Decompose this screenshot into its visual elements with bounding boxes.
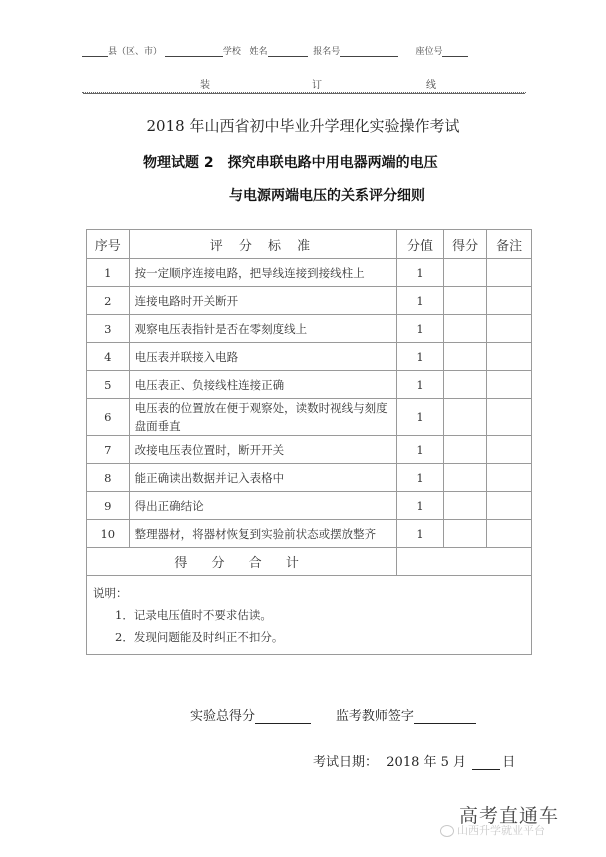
- row-note-cell[interactable]: [487, 259, 532, 287]
- row-value: 1: [397, 399, 444, 436]
- table-row: [87, 287, 532, 315]
- name-label: 姓名: [249, 47, 268, 57]
- watermark-sub: [440, 822, 545, 838]
- row-no: 6: [87, 399, 130, 436]
- notes-title: 说明：: [93, 586, 128, 600]
- binding-char: 装: [200, 80, 210, 91]
- exam-date-year-month: 2018 年 5 月: [386, 755, 467, 770]
- note-item: 2．发现问题能及时纠正不扣分。: [115, 630, 284, 644]
- row-no: 8: [87, 464, 130, 492]
- row-criteria: 得出正确结论: [129, 492, 397, 520]
- row-no: 10: [87, 520, 130, 548]
- wechat-icon: [440, 825, 454, 837]
- row-value: 1: [397, 343, 444, 371]
- row-criteria: 连接电路时开关断开: [129, 287, 397, 315]
- row-criteria: 电压表的位置放在便于观察处，读数时视线与刻度盘面垂直: [129, 399, 397, 436]
- total-score-blank[interactable]: [255, 711, 311, 724]
- row-score-cell[interactable]: [443, 399, 487, 436]
- row-criteria: 电压表并联接入电路: [129, 343, 397, 371]
- exam-date-label: 考试日期：: [313, 755, 379, 770]
- row-note-cell[interactable]: [487, 315, 532, 343]
- row-criteria: 观察电压表指针是否在零刻度线上: [129, 315, 397, 343]
- row-note-cell[interactable]: [487, 492, 532, 520]
- row-note-cell[interactable]: [487, 371, 532, 399]
- binding-char: 线: [426, 80, 436, 91]
- binding-char: 订: [312, 80, 322, 91]
- table-row: [87, 259, 532, 287]
- row-criteria: 改接电压表位置时，断开开关: [129, 436, 397, 464]
- row-value: 1: [397, 371, 444, 399]
- proctor-sign-blank[interactable]: [414, 711, 476, 724]
- binding-line: [82, 74, 526, 93]
- row-criteria: 整理器材，将器材恢复到实验前状态或摆放整齐: [129, 520, 397, 548]
- row-no: 4: [87, 343, 130, 371]
- header-no: 序号: [87, 230, 130, 259]
- subject-title-line1: 物理试题 2 探究串联电路中用电器两端的电压: [143, 155, 438, 171]
- row-no: 5: [87, 371, 130, 399]
- county-label: 县（区、市）: [108, 47, 163, 57]
- row-note-cell[interactable]: [487, 464, 532, 492]
- row-value: 1: [397, 520, 444, 548]
- row-criteria: 能正确读出数据并记入表格中: [129, 464, 397, 492]
- row-value: 1: [397, 287, 444, 315]
- row-score-cell[interactable]: [443, 436, 487, 464]
- row-value: 1: [397, 315, 444, 343]
- row-value: 1: [397, 259, 444, 287]
- header-criteria: 评 分 标 准: [129, 230, 397, 259]
- table-row: [87, 315, 532, 343]
- row-criteria: 电压表正、负接线柱连接正确: [129, 371, 397, 399]
- scoring-table: [86, 229, 532, 655]
- table-row: [87, 492, 532, 520]
- row-note-cell[interactable]: [487, 287, 532, 315]
- exam-day-suffix: 日: [502, 755, 516, 770]
- row-value: 1: [397, 464, 444, 492]
- county-blank[interactable]: [82, 46, 108, 57]
- row-score-cell[interactable]: [443, 343, 487, 371]
- seat-no-blank[interactable]: [442, 46, 468, 57]
- watermark-sub-text: 山西升学就业平台: [457, 824, 545, 837]
- proctor-sign-label: 监考教师签字: [335, 709, 414, 724]
- row-criteria: 按一定顺序连接电路，把导线连接到接线柱上: [129, 259, 397, 287]
- subject-title-line2: 与电源两端电压的关系评分细则: [229, 188, 425, 204]
- row-no: 9: [87, 492, 130, 520]
- total-score-label: 实验总得分: [190, 709, 256, 724]
- table-row: [87, 520, 532, 548]
- signoff-line: [190, 705, 476, 724]
- row-note-cell[interactable]: [487, 399, 532, 436]
- table-row: [87, 436, 532, 464]
- row-no: 3: [87, 315, 130, 343]
- row-value: 1: [397, 436, 444, 464]
- row-note-cell[interactable]: [487, 436, 532, 464]
- note-item: 1．记录电压值时不要求估读。: [115, 608, 272, 622]
- table-row: [87, 399, 532, 436]
- row-note-cell[interactable]: [487, 520, 532, 548]
- table-header-row: [87, 230, 532, 259]
- row-no: 7: [87, 436, 130, 464]
- reg-no-blank[interactable]: [340, 46, 398, 57]
- row-score-cell[interactable]: [443, 464, 487, 492]
- row-value: 1: [397, 492, 444, 520]
- exam-date-line: [313, 751, 515, 770]
- seat-no-label: 座位号: [415, 47, 443, 57]
- total-label: 得 分 合 计: [87, 548, 397, 576]
- row-no: 1: [87, 259, 130, 287]
- row-score-cell[interactable]: [443, 259, 487, 287]
- row-no: 2: [87, 287, 130, 315]
- exam-day-blank[interactable]: [472, 757, 500, 770]
- school-label: 学校: [222, 47, 241, 57]
- exam-title: 2018 年山西省初中毕业升学理化实验操作考试: [146, 117, 460, 135]
- header-note: 备注: [487, 230, 532, 259]
- student-info-line: [82, 44, 526, 60]
- row-note-cell[interactable]: [487, 343, 532, 371]
- watermark-main: 高考直通车: [459, 805, 560, 827]
- name-blank[interactable]: [268, 46, 308, 57]
- header-score: 得分: [443, 230, 487, 259]
- row-score-cell[interactable]: [443, 371, 487, 399]
- header-value: 分值: [397, 230, 444, 259]
- row-score-cell[interactable]: [443, 287, 487, 315]
- total-score-cell[interactable]: [397, 548, 532, 576]
- school-blank[interactable]: [165, 46, 223, 57]
- notes-row: [87, 576, 532, 655]
- reg-no-label: 报名号: [313, 47, 341, 57]
- row-score-cell[interactable]: [443, 315, 487, 343]
- table-row: [87, 371, 532, 399]
- notes-cell: [87, 576, 532, 655]
- table-row: [87, 343, 532, 371]
- total-row: [87, 548, 532, 576]
- table-row: [87, 464, 532, 492]
- row-score-cell[interactable]: [443, 520, 487, 548]
- row-score-cell[interactable]: [443, 492, 487, 520]
